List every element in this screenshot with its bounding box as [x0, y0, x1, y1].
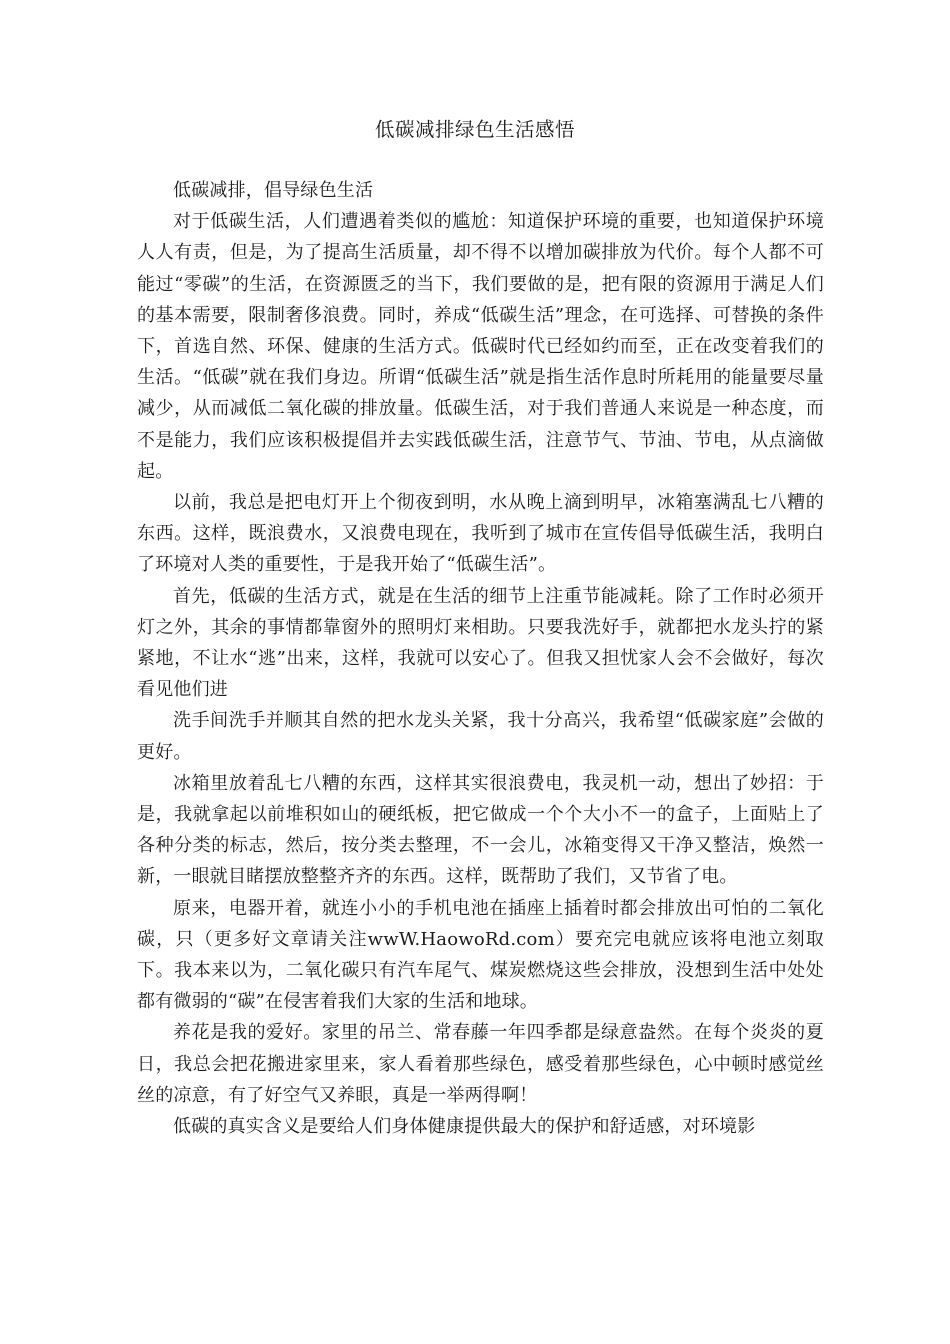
document-title: 低碳减排绿色生活感悟 — [374, 118, 575, 141]
document-subtitle: 低碳减排，倡导绿色生活 — [173, 180, 374, 201]
paragraph: 低碳的真实含义是要给人们身体健康提供最大的保护和舒适感，对环境影 — [173, 1116, 756, 1138]
paragraph: 洗手间洗手并顺其自然的把水龙头关紧，我十分高兴，我希望“低碳家庭”会做的更好。 — [137, 710, 824, 763]
paragraph: 首先，低碳的生活方式，就是在生活的细节上注重节能减耗。除了工作时必须开灯之外，其余的事情都靠窗外的照明灯来相助。只要我洗好手，就都把水龙头拧的紧紧地，不让水“逃”出来，这样，我就可以安心了。但我又担忧家人会不会做好，每次看见他们进 — [137, 585, 824, 701]
paragraph: 原来，电器开着，就连小小的手机电池在插座上插着时都会排放出可怕的二氧化碳，只（更多好文章请关注wwW.HaowoRd.com）要充完电就应该将电池立刻取下。我本来以为，二氧化碳只有汽车尾气、煤炭燃烧这些会排放，没想到生活中处处都有微弱的“碳”在侵害着我们大家的生活和地球。 — [137, 897, 824, 1013]
paragraph: 以前，我总是把电灯开上个彻夜到明，水从晚上滴到明早，冰箱塞满乱七八糟的东西。这样，既浪费水，又浪费电现在，我听到了城市在宣传倡导低碳生活，我明白了环境对人类的重要性，于是我开始了“低碳生活”。 — [137, 492, 824, 576]
paragraph: 对于低碳生活，人们遭遇着类似的尴尬：知道保护环境的重要，也知道保护环境人人有责，但是，为了提高生活质量，却不得不以增加碳排放为代价。每个人都不可能过“零碳”的生活，在资源匮乏的当下，我们要做的是，把有限的资源用于满足人们的基本需要，限制奢侈浪费。同时，养成“低碳生活”理念，在可选择、可替换的条件下，首选自然、环保、健康的生活方式。低碳时代已经如约而至，正在改变着我们的生活。“低碳”就在我们身边。所谓“低碳生活”就是指生活作息时所耗用的能量要尽量减少，从而减低二氧化碳的排放量。低碳生活，对于我们普通人来说是一种态度，而不是能力，我们应该积极提倡并去实践低碳生活，注意节气、节油、节电，从点滴做起。 — [137, 211, 824, 482]
document-body — [137, 175, 824, 1142]
paragraph: 养花是我的爱好。家里的吊兰、常春藤一年四季都是绿意盎然。在每个炎炎的夏日，我总会把花搬进家里来，家人看着那些绿色，感受着那些绿色，心中顿时感觉丝丝的凉意，有了好空气又养眼，真是一举两得啊！ — [137, 1022, 824, 1106]
paragraph: 冰箱里放着乱七八糟的东西，这样其实很浪费电，我灵机一动，想出了妙招：于是，我就拿起以前堆积如山的硬纸板，把它做成一个个大小不一的盒子，上面贴上了各种分类的标志，然后，按分类去整理，不一会儿，冰箱变得又干净又整洁，焕然一新，一眼就目睹摆放整整齐齐的东西。这样，既帮助了我们，又节省了电。 — [137, 772, 824, 888]
